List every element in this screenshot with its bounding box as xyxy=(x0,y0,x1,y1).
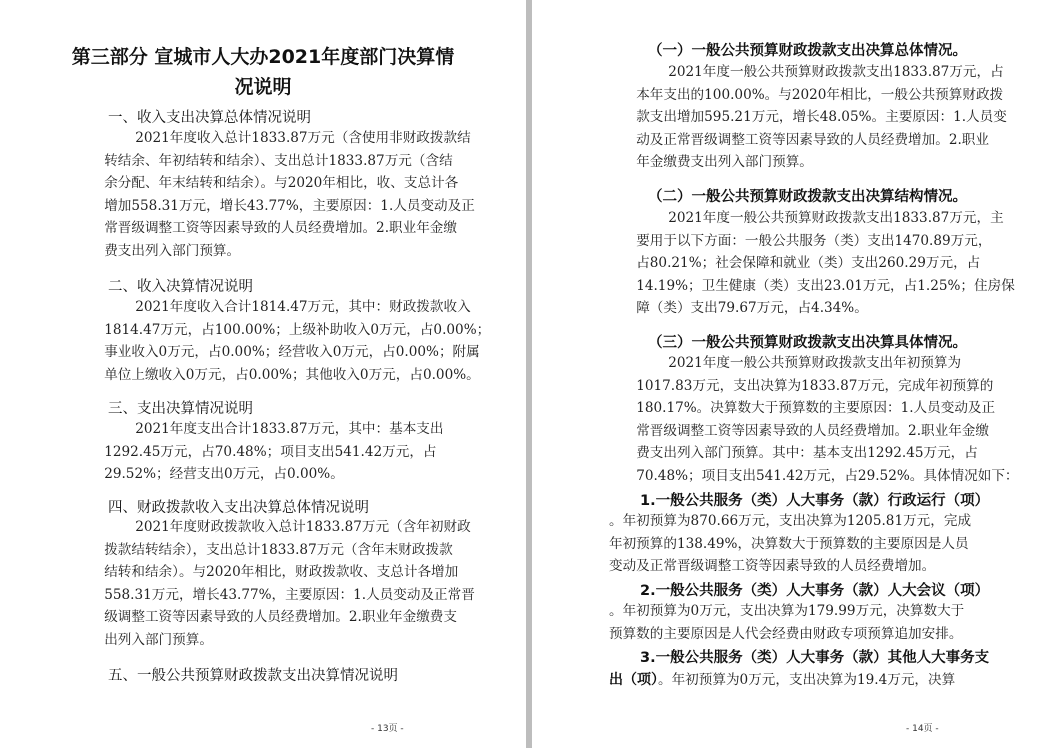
text-line: 年金缴费支出列入部门预算。 xyxy=(636,154,813,171)
item-3-title-continued: 出（项） xyxy=(609,672,658,688)
text-line: 180.17%。决算数大于预算数的主要原因：1.人员变动及正 xyxy=(636,400,996,417)
text-line: 费支出列入部门预算。 xyxy=(104,242,241,259)
text-line: 本年支出的100.00%。与2020年相比，一般公共预算财政拨 xyxy=(636,86,1004,103)
item-1-paragraph xyxy=(609,510,1009,578)
text-line: 预算数的主要原因是人代会经费由财政专项预算追加安排。 xyxy=(609,625,963,642)
text-line: 2021年度财政拨款收入总计1833.87万元（含年初财政 xyxy=(135,519,471,535)
item-3-paragraph xyxy=(609,668,955,689)
text-line: 2021年度一般公共预算财政拨款支出1833.87万元，主 xyxy=(668,210,1004,226)
right-page xyxy=(532,0,1062,748)
left-page xyxy=(0,0,526,748)
text-line: 年初预算的138.49%，决算数大于预算数的主要原因是人员 xyxy=(609,535,969,552)
text-line: 占80.21%；社会保障和就业（类）支出260.29万元，占 xyxy=(636,255,981,272)
text-line: 结转和结余）。与2020年相比，财政拨款收、支总计各增加 xyxy=(104,564,459,581)
text-line: 单位上缴收入0万元，占0.00%；其他收入0万元，占0.00%。 xyxy=(104,366,480,383)
section-heading-1: 一、收入支出决算总体情况说明 xyxy=(108,110,311,126)
item-1-title: 1.一般公共服务（类）人大事务（款）行政运行（项） xyxy=(640,493,990,509)
subsection-b-paragraph xyxy=(609,207,1015,320)
text-line: 常晋级调整工资等因素导致的人员经费增加。2.职业年金缴 xyxy=(104,220,457,237)
text-line: 障（类）支出79.67万元，占4.34%。 xyxy=(636,300,868,317)
text-line: 70.48%；项目支出541.42万元，占29.52%。具体情况如下： xyxy=(636,467,1019,484)
text-line: 。年初预算为0万元，支出决算为19.4万元，决算 xyxy=(658,672,956,688)
text-line: 出列入部门预算。 xyxy=(104,631,213,648)
text-line: 常晋级调整工资等因素导致的人员经费增加。2.职业年金缴 xyxy=(636,422,989,439)
text-line: 拨款结转结余），支出总计1833.87万元（含年末财政拨款 xyxy=(104,541,453,558)
subsection-c-paragraph xyxy=(609,352,1019,488)
text-line: 1814.47万元，占100.00%；上级补助收入0万元，占0.00%； xyxy=(104,321,491,338)
text-line: 2021年度一般公共预算财政拨款支出1833.87万元，占 xyxy=(668,64,1004,80)
section-3-paragraph xyxy=(77,418,475,486)
section-heading-4: 四、财政拨款收入支出决算总体情况说明 xyxy=(108,500,369,516)
text-line: 2021年度收入合计1814.47万元，其中：财政拨款收入 xyxy=(135,299,471,315)
text-line: 1292.45万元，占70.48%；项目支出541.42万元，占 xyxy=(104,443,437,460)
subsection-heading-c: （三）一般公共预算财政拨款支出决算具体情况。 xyxy=(648,335,967,351)
text-line: 事业收入0万元，占0.00%；经营收入0万元，占0.00%；附属 xyxy=(104,344,480,361)
document-title-continued: 况说明 xyxy=(234,76,292,98)
text-line: 2021年度收入总计1833.87万元（含使用非财政拨款结 xyxy=(135,130,471,146)
text-line: 558.31万元，增长43.77%，主要原因：1.人员变动及正常晋 xyxy=(104,586,475,603)
text-line: 动及正常晋级调整工资等因素导致的人员经费增加。2.职业 xyxy=(636,131,989,148)
document-title: 第三部分 宣城市人大办2021年度部门决算情 xyxy=(71,46,455,68)
item-2-paragraph xyxy=(609,600,1009,645)
text-line: 29.52%；经营支出0万元，占0.00%。 xyxy=(104,466,344,483)
text-line: 。年初预算为0万元，支出决算为179.99万元，决算数大于 xyxy=(609,603,965,619)
section-1-paragraph xyxy=(77,127,475,263)
subsection-heading-b: （二）一般公共预算财政拨款支出决算结构情况。 xyxy=(648,189,967,205)
section-heading-3: 三、支出决算情况说明 xyxy=(108,401,253,417)
text-line: 增加558.31万元，增长43.77%，主要原因：1.人员变动及正 xyxy=(104,197,475,214)
section-2-paragraph xyxy=(77,296,491,386)
text-line: 1017.83万元，支出决算为1833.87万元，完成年初预算的 xyxy=(636,377,994,394)
text-line: 款支出增加595.21万元，增长48.05%。主要原因：1.人员变 xyxy=(636,109,1007,126)
text-line: 级调整工资等因素导致的人员经费增加。2.职业年金缴费支 xyxy=(104,609,457,626)
text-line: 2021年度支出合计1833.87万元，其中：基本支出 xyxy=(135,421,444,437)
subsection-a-paragraph xyxy=(609,61,1009,174)
section-heading-2: 二、收入决算情况说明 xyxy=(108,279,253,295)
item-2-title: 2.一般公共服务（类）人大事务（款）人大会议（项） xyxy=(640,583,990,599)
text-line: 变动及正常晋级调整工资等因素导致的人员经费增加。 xyxy=(609,558,936,575)
text-line: 2021年度一般公共预算财政拨款支出年初预算为 xyxy=(668,355,962,371)
text-line: 。年初预算为870.66万元，支出决算为1205.81万元，完成 xyxy=(609,513,972,529)
item-3-title: 3.一般公共服务（类）人大事务（款）其他人大事务支 xyxy=(640,650,990,666)
text-line: 费支出列入部门预算。其中：基本支出1292.45万元，占 xyxy=(636,445,978,462)
text-line: 要用于以下方面：一般公共服务（类）支出1470.89万元， xyxy=(636,232,992,249)
subsection-heading-a: （一）一般公共预算财政拨款支出决算总体情况。 xyxy=(648,43,967,59)
text-line: 14.19%；卫生健康（类）支出23.01万元，占1.25%；住房保 xyxy=(636,277,1015,294)
page-number: - 13页 - xyxy=(371,724,404,734)
page-number: - 14页 - xyxy=(906,724,939,734)
section-4-paragraph xyxy=(77,516,475,652)
section-heading-5: 五、一般公共预算财政拨款支出决算情况说明 xyxy=(108,668,398,684)
text-line: 余分配、年末结转和结余）。与2020年相比，收、支总计各 xyxy=(104,175,459,192)
text-line: 转结余、年初结转和结余）、支出总计1833.87万元（含结 xyxy=(104,152,453,169)
